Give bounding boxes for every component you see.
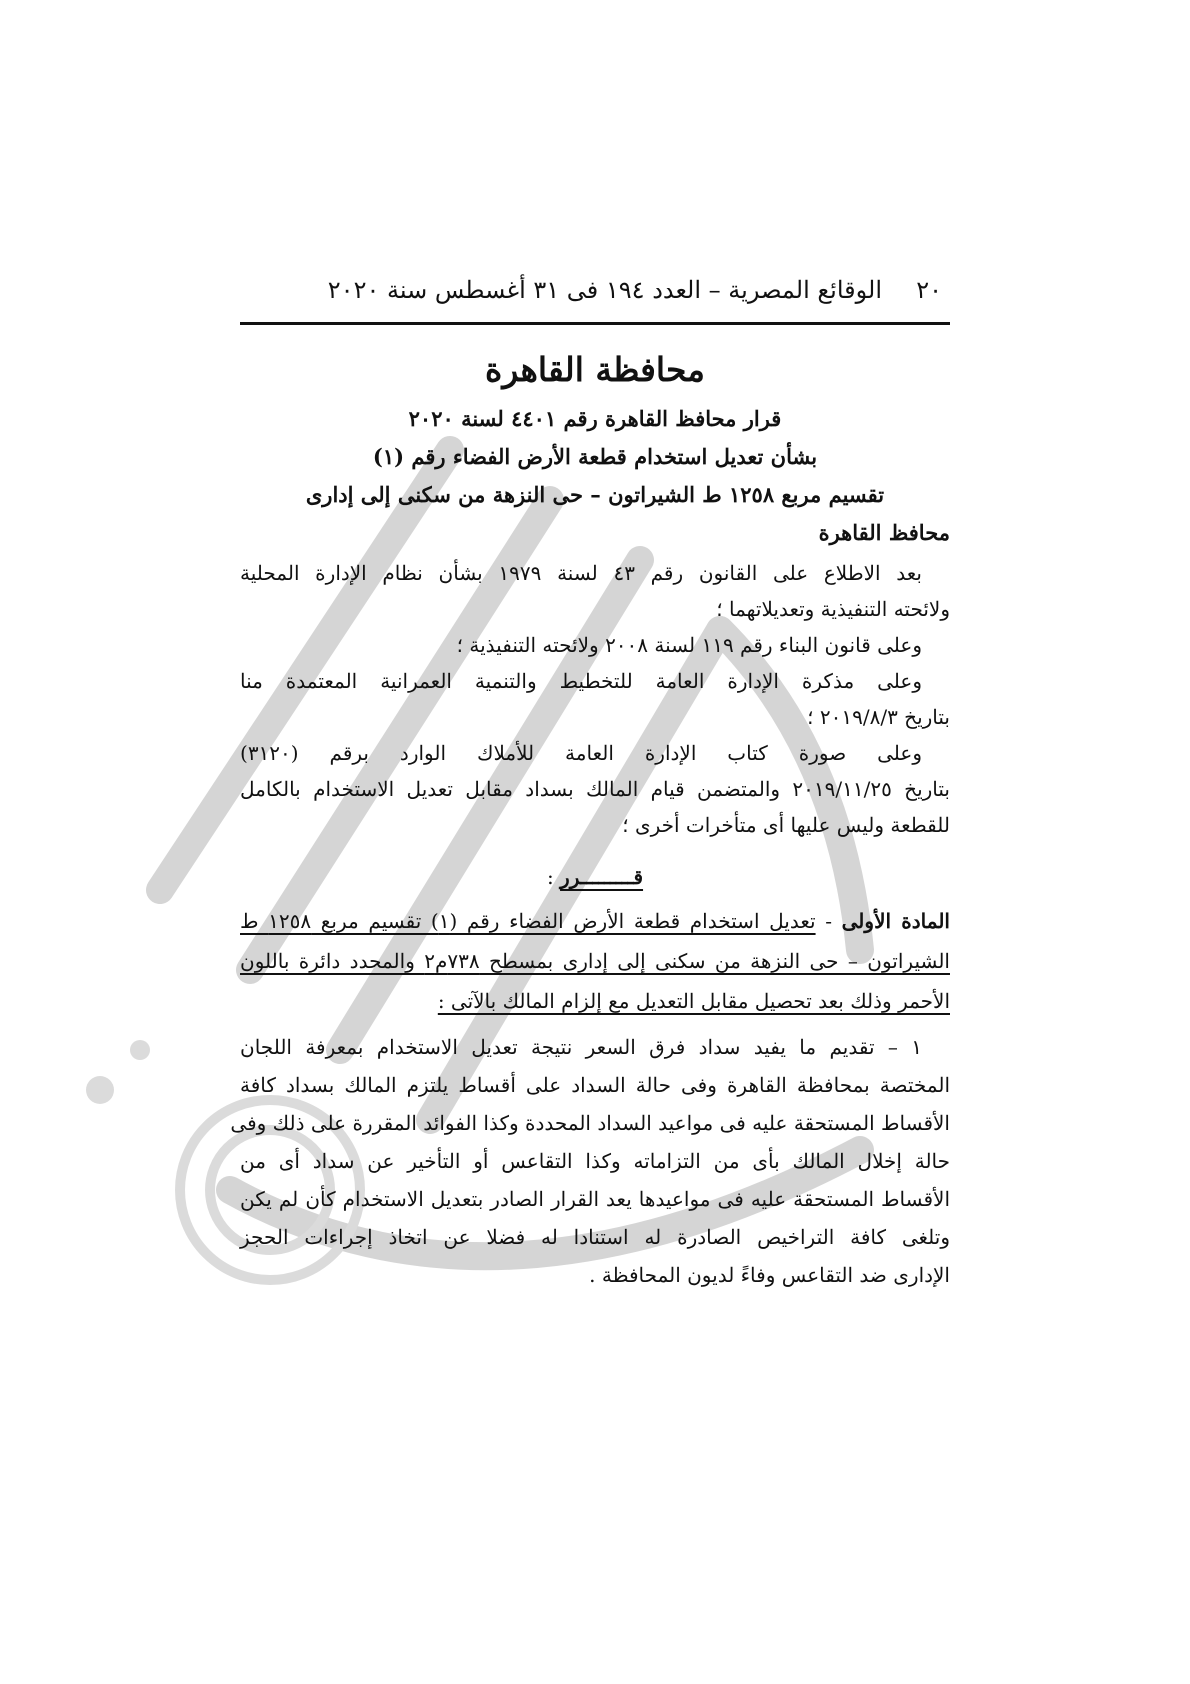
page-header	[240, 272, 950, 312]
preamble-line: وعلى مذكرة الإدارة العامة للتخطيط والتنمية العمرانية المعتمدة منا	[240, 669, 922, 693]
article-1-line: الأحمر وذلك بعد تحصيل مقابل التعديل مع إلزام المالك بالآتى :	[437, 989, 950, 1013]
page-title: محافظة القاهرة	[485, 350, 705, 389]
preamble-line: بعد الاطلاع على القانون رقم ٤٣ لسنة ١٩٧٩ بشأن نظام الإدارة المحلية	[240, 561, 922, 585]
header-divider	[240, 322, 950, 325]
preamble-line: بتاريخ ٢٠١٩/١١/٢٥ والمتضمن قيام المالك بسداد مقابل تعديل الاستخدام بالكامل	[240, 777, 951, 801]
article-1-line: الشيراتون – حى النزهة من سكنى إلى إدارى بمسطح ٧٣٨م٢ والمحدد دائرة باللون	[240, 949, 950, 973]
article-1-line	[240, 906, 950, 936]
clause-1-line: حالة إخلال المالك بأى من التزاماته وكذا التقاعس أو التأخير عن سداد أى من	[240, 1149, 950, 1173]
preamble-line: للقطعة وليس عليها أى متأخرات أخرى ؛	[622, 813, 950, 837]
clause-1-line: الأقساط المستحقة عليه فى مواعيد السداد المحددة وكذا الفوائد المقررة على ذلك وفى	[230, 1111, 950, 1135]
decree-subject-line-1: بشأن تعديل استخدام قطعة الأرض الفضاء رقم (١)	[372, 444, 818, 469]
page-number: ٢٠	[916, 276, 942, 304]
preamble-line: وعلى قانون البناء رقم ١١٩ لسنة ٢٠٠٨ ولائحته التنفيذية ؛	[456, 633, 922, 657]
preamble-line: ولائحته التنفيذية وتعديلاتهما ؛	[716, 597, 950, 621]
article-1-separator: -	[815, 909, 842, 933]
decides-colon: :	[546, 865, 554, 889]
governor-heading: محافظ القاهرة	[818, 520, 950, 545]
clause-1-line: الإدارى ضد التقاعس وفاءً لديون المحافظة .	[589, 1263, 950, 1287]
preamble-line: وعلى صورة كتاب الإدارة العامة للأملاك الوارد برقم (٣١٢٠)	[240, 741, 922, 765]
clause-1-line: المختصة بمحافظة القاهرة وفى حالة السداد على أقساط يلتزم المالك بسداد كافة	[240, 1073, 950, 1097]
gazette-issue-line: الوقائع المصرية – العدد ١٩٤ فى ٣١ أغسطس سنة ٢٠٢٠	[327, 276, 882, 304]
decree-subject-line-2: تقسيم مربع ١٢٥٨ ط الشيراتون – حى النزهة من سكنى إلى إدارى	[305, 482, 885, 507]
decides-word: قـــــــــرر	[560, 865, 644, 889]
decree-title: قرار محافظ القاهرة رقم ٤٤٠١ لسنة ٢٠٢٠	[408, 406, 782, 431]
preamble-line: بتاريخ ٢٠١٩/٨/٣ ؛	[807, 705, 950, 729]
clause-1-line: وتلغى كافة التراخيص الصادرة له استنادا له فضلا عن اتخاذ إجراءات الحجز	[240, 1225, 950, 1249]
clause-1-line: ١ – تقديم ما يفيد سداد فرق السعر نتيجة تعديل الاستخدام بمعرفة اللجان	[240, 1035, 922, 1059]
article-1-text: تعديل استخدام قطعة الأرض الفضاء رقم (١) تقسيم مربع ١٢٥٨ ط	[240, 909, 816, 933]
clause-1-line: الأقساط المستحقة عليه فى مواعيدها يعد القرار الصادر بتعديل الاستخدام كأن لم يكن	[240, 1187, 950, 1211]
decides-heading	[240, 862, 950, 892]
article-1-label: المادة الأولى	[841, 909, 950, 933]
